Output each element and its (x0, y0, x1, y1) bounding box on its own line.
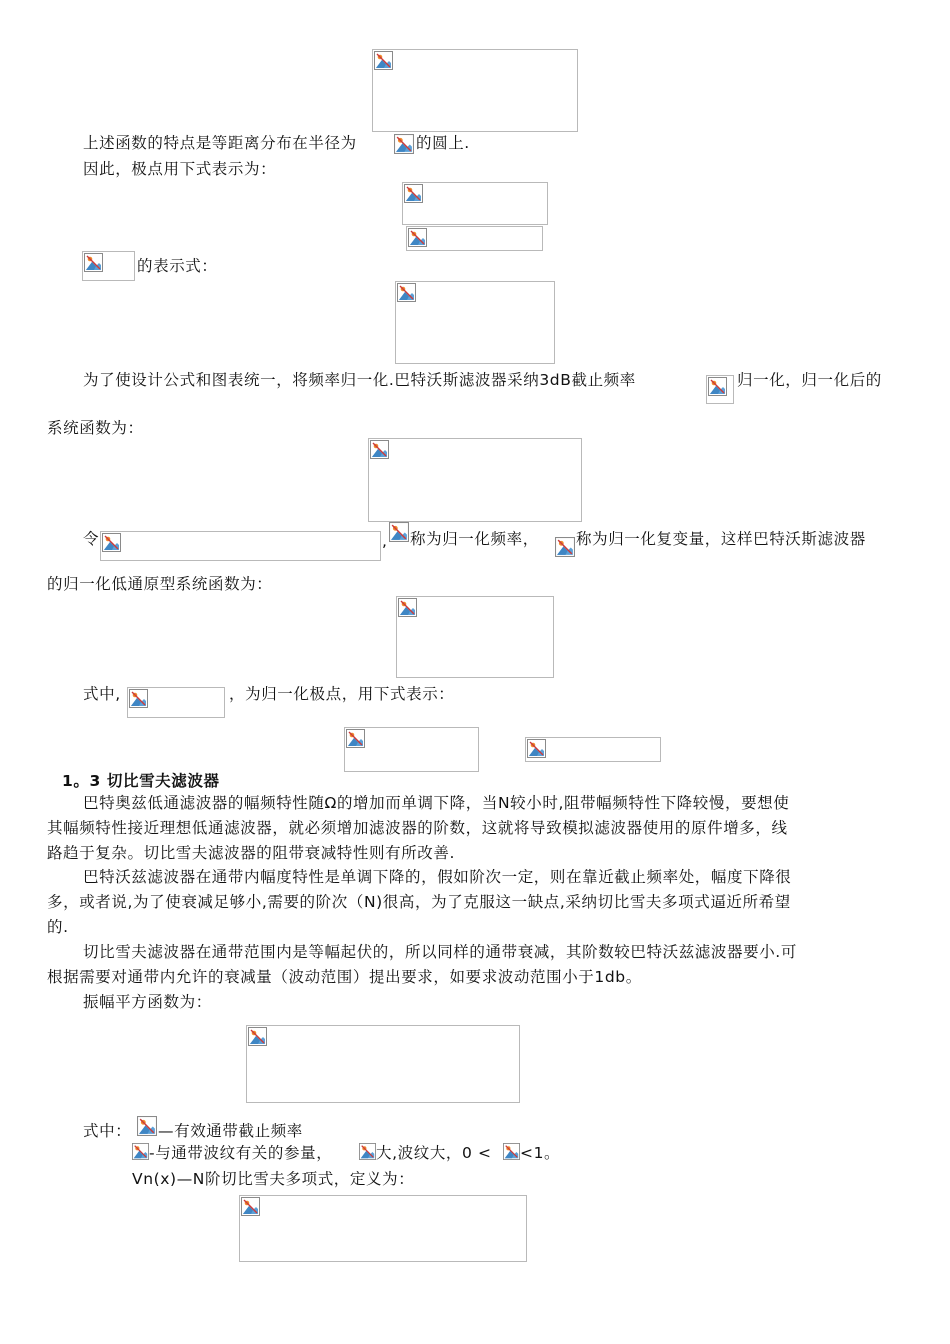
paragraph-text: 路趋于复杂。切比雪夫滤波器的阻带衰减特性则有所改善. (47, 844, 456, 862)
inline-formula-icon (389, 522, 409, 542)
paragraph-text: 的归一化低通原型系统函数为： (47, 575, 273, 593)
paragraph-text: 因此，极点用下式表示为： (83, 160, 277, 178)
paragraph-text: ，为归一化极点，用下式表示： (229, 685, 455, 703)
paragraph-text: 切比雪夫滤波器在通带范围内是等幅起伏的，所以同样的通带衰减，其阶数较巴特沃兹滤波器要小.可 (83, 943, 797, 961)
paragraph-text: 振幅平方函数为： (83, 993, 212, 1011)
paragraph-text: —有效通带截止频率 (158, 1122, 303, 1140)
inline-formula-image (100, 531, 381, 561)
inline-formula-image (706, 375, 734, 404)
broken-image-icon (346, 729, 365, 748)
inline-formula-icon (137, 1116, 157, 1136)
paragraph-text: 称为归一化复变量，这样巴特沃斯滤波器 (576, 530, 866, 548)
broken-image-icon (397, 283, 416, 302)
paragraph-text: 式中： (83, 1122, 132, 1140)
paragraph-text: 令 (83, 530, 100, 548)
paragraph-text: 巴特奥兹低通滤波器的幅频特性随Ω的增加而单调下降，当N较小时,阻带幅频特性下降较慢，要想使 (83, 794, 790, 812)
paragraph-text: -与通带波纹有关的参量， (149, 1144, 333, 1162)
formula-image-3 (406, 226, 543, 251)
paragraph-text: 上述函数的特点是等距离分布在半径为 (83, 134, 357, 152)
paragraph-text: 的圆上. (416, 134, 470, 152)
paragraph-text: Vn(x)—N阶切比雪夫多项式，定义为： (132, 1170, 415, 1188)
paragraph-text: 巴特沃兹滤波器在通带内幅度特性是单调下降的，假如阶次一定，则在靠近截止频率处，幅度下降很 (83, 868, 792, 886)
broken-image-icon (129, 689, 148, 708)
paragraph-text: 的表示式： (137, 257, 218, 275)
broken-image-icon (102, 533, 121, 552)
section-heading: 1。3 切比雪夫滤波器 (62, 772, 220, 790)
paragraph-text: 系统函数为： (47, 419, 144, 437)
paragraph-text: , (382, 532, 388, 550)
broken-image-icon (248, 1027, 267, 1046)
inline-formula-icon (555, 537, 575, 557)
formula-image-8 (344, 727, 479, 772)
formula-image-7 (396, 596, 554, 678)
inline-formula-image (127, 687, 225, 718)
formula-image-4 (82, 251, 135, 281)
formula-image-1 (372, 49, 578, 132)
broken-image-icon (408, 228, 427, 247)
paragraph-text: 其幅频特性接近理想低通滤波器，就必须增加滤波器的阶数，这就将导致模拟滤波器使用的原件增多，线 (47, 819, 788, 837)
paragraph-text: 称为归一化频率， (410, 530, 539, 548)
paragraph-text: 大,波纹大，0 < (376, 1144, 492, 1162)
formula-image-6 (368, 438, 582, 522)
formula-image-9 (525, 737, 661, 762)
broken-image-icon (708, 377, 727, 396)
formula-image-10 (246, 1025, 520, 1103)
inline-formula-icon (394, 134, 414, 154)
inline-formula-icon (132, 1143, 149, 1160)
formula-image-11 (239, 1195, 527, 1262)
broken-image-icon (404, 184, 423, 203)
broken-image-icon (374, 51, 393, 70)
inline-formula-icon (359, 1143, 376, 1160)
formula-image-5 (395, 281, 555, 364)
formula-image-2 (402, 182, 548, 225)
inline-formula-icon (503, 1143, 520, 1160)
broken-image-icon (241, 1197, 260, 1216)
paragraph-text: 的. (47, 918, 69, 936)
broken-image-icon (84, 253, 103, 272)
broken-image-icon (370, 440, 389, 459)
paragraph-text: 根据需要对通带内允许的衰减量（波动范围）提出要求，如要求波动范围小于1db。 (47, 968, 642, 986)
paragraph-text: 式中, (83, 685, 121, 703)
paragraph-text: 归一化，归一化后的 (737, 371, 882, 389)
paragraph-text: <1。 (520, 1144, 561, 1162)
paragraph-text: 为了使设计公式和图表统一，将频率归一化.巴特沃斯滤波器采纳3dB截止频率 (83, 371, 636, 389)
broken-image-icon (527, 739, 546, 758)
broken-image-icon (398, 598, 417, 617)
paragraph-text: 多，或者说,为了使衰减足够小,需要的阶次（N)很高，为了克服这一缺点,采纳切比雪夫多项式逼近所希望 (47, 893, 791, 911)
